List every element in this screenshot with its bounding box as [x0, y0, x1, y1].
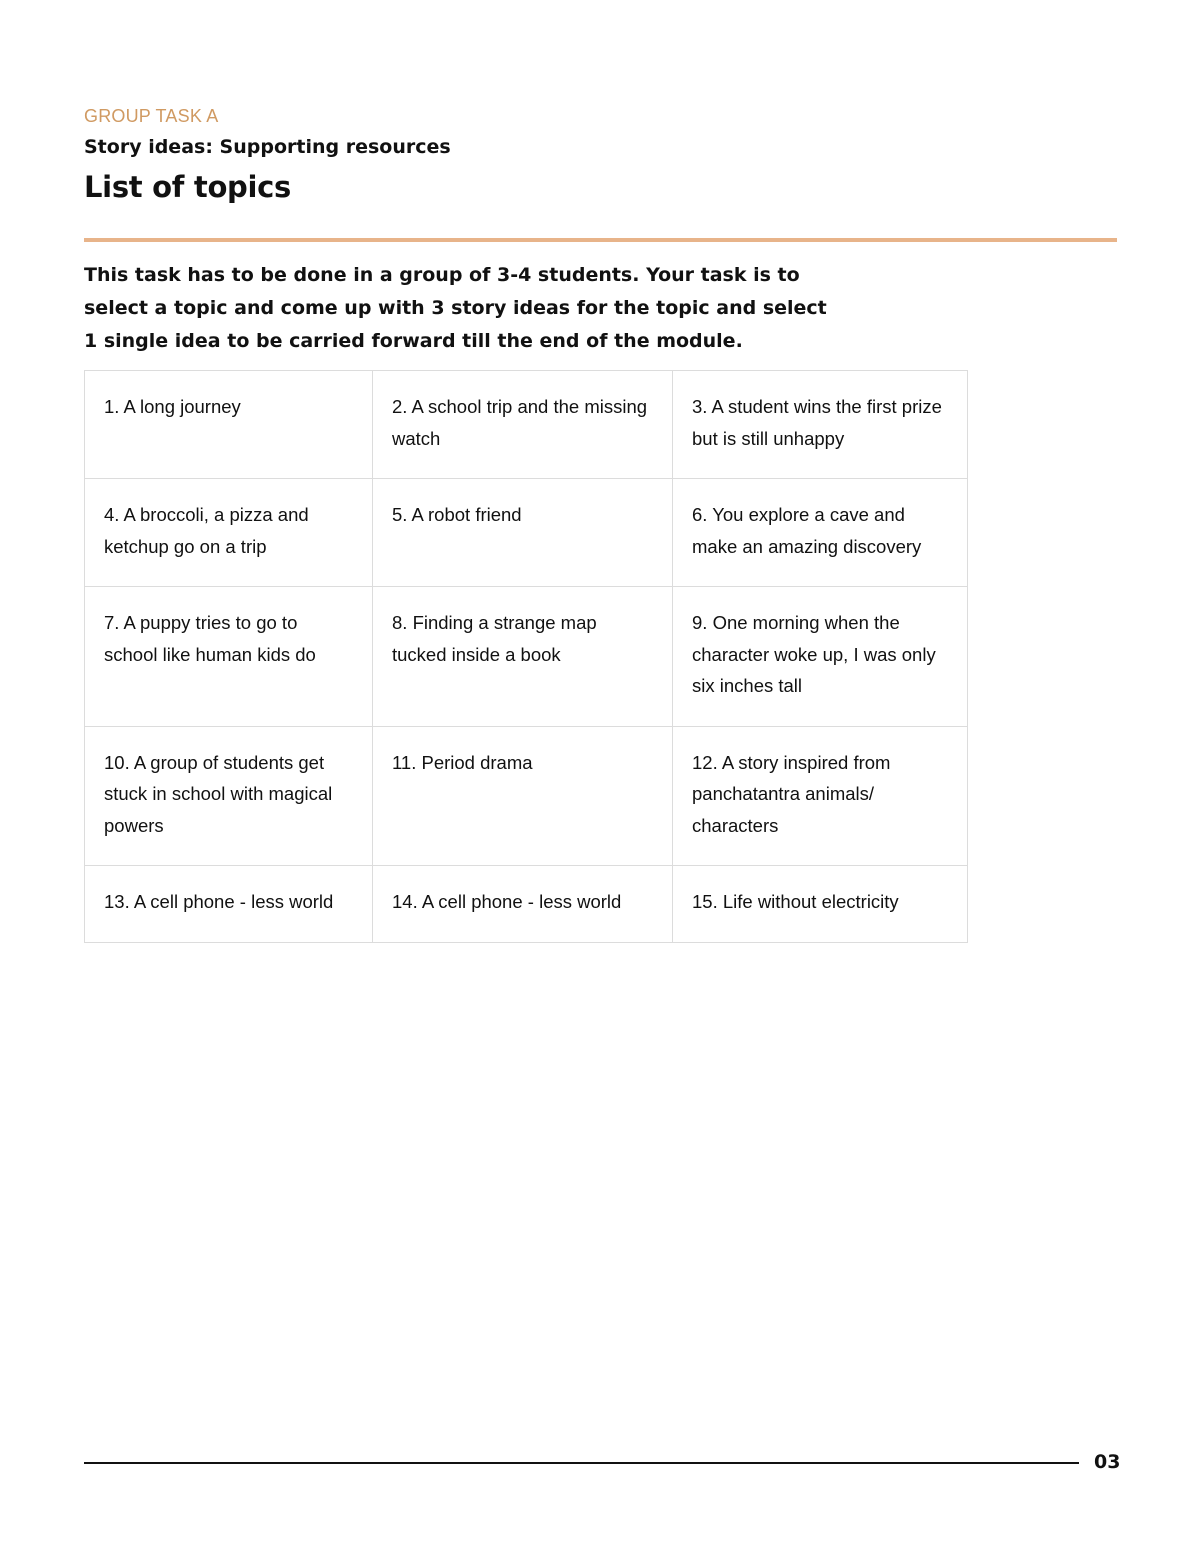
topic-cell: 12. A story inspired from panchatantra animals/ characters [673, 726, 968, 866]
table-row [85, 587, 968, 727]
topic-cell: 1. A long journey [85, 371, 373, 479]
page-title: List of topics [84, 170, 292, 204]
topic-cell: 10. A group of students get stuck in school with magical powers [85, 726, 373, 866]
page-subtitle: Story ideas: Supporting resources [84, 136, 451, 158]
table-row [85, 479, 968, 587]
topic-cell: 2. A school trip and the missing watch [373, 371, 673, 479]
topic-cell: 7. A puppy tries to go to school like human kids do [85, 587, 373, 727]
topic-cell: 5. A robot friend [373, 479, 673, 587]
table-row [85, 371, 968, 479]
table-row [85, 726, 968, 866]
section-eyebrow: GROUP TASK A [84, 106, 219, 126]
topics-table [84, 370, 968, 943]
topic-cell: 6. You explore a cave and make an amazing discovery [673, 479, 968, 587]
topic-cell: 11. Period drama [373, 726, 673, 866]
topic-cell: 4. A broccoli, a pizza and ketchup go on a trip [85, 479, 373, 587]
topic-cell: 15. Life without electricity [673, 866, 968, 943]
accent-divider [84, 238, 1117, 242]
topic-cell: 13. A cell phone - less world [85, 866, 373, 943]
topic-cell: 14. A cell phone - less world [373, 866, 673, 943]
topic-cell: 9. One morning when the character woke up, I was only six inches tall [673, 587, 968, 727]
footer-divider [84, 1462, 1079, 1464]
topic-cell: 3. A student wins the first prize but is still unhappy [673, 371, 968, 479]
topic-cell: 8. Finding a strange map tucked inside a book [373, 587, 673, 727]
table-row [85, 866, 968, 943]
task-instructions: This task has to be done in a group of 3-4 students. Your task is to select a topic and come up with 3 story ideas for the topic and select 1 single idea to be carried forward till the end of the module. [84, 264, 827, 352]
page-number: 03 [1094, 1451, 1121, 1473]
